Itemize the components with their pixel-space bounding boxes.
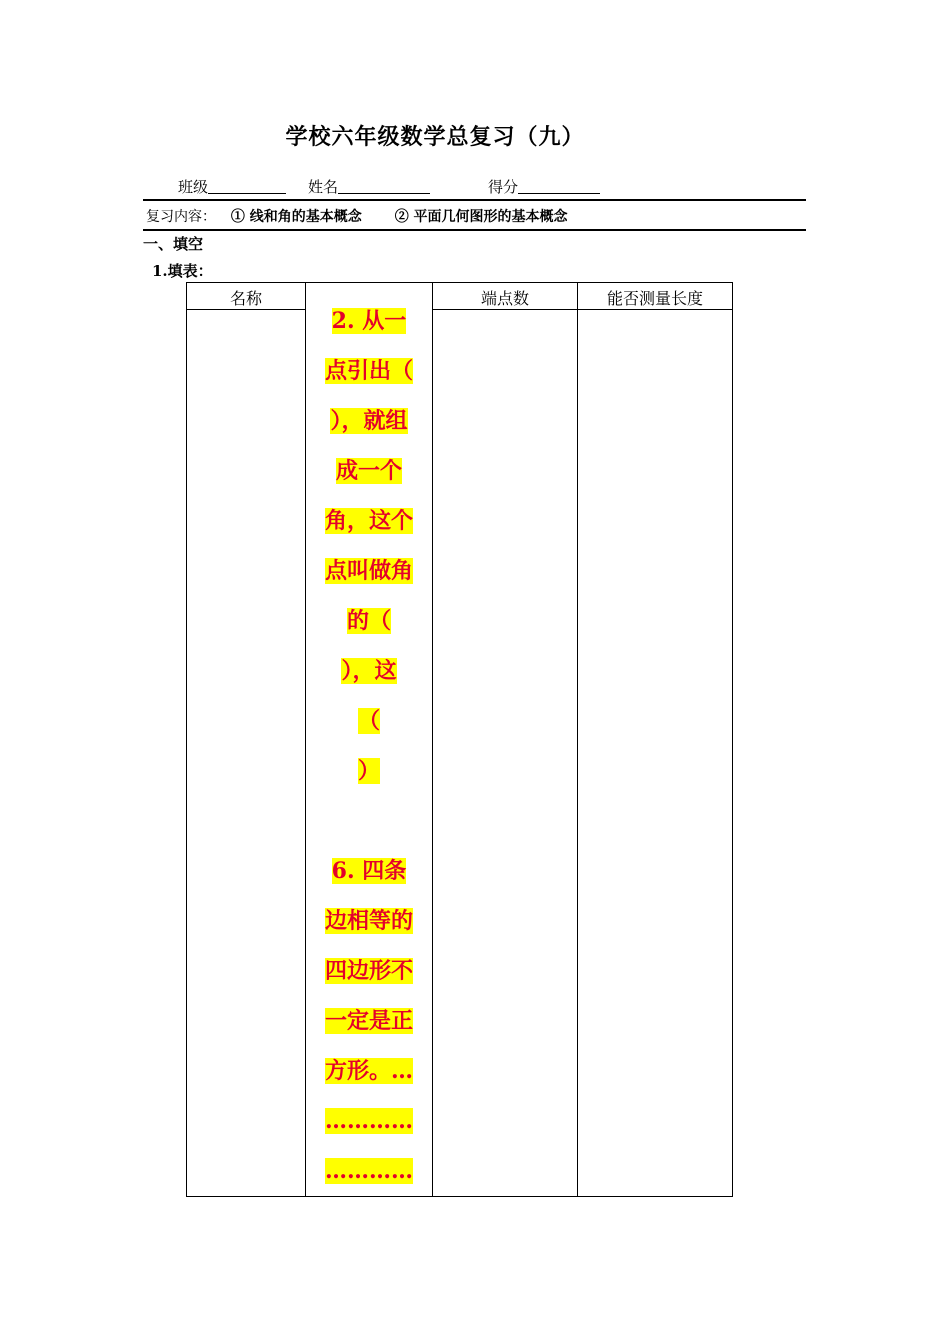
highlight-line: ………… bbox=[325, 1158, 413, 1184]
measurable-cell[interactable] bbox=[578, 310, 733, 1197]
table-header-row bbox=[187, 283, 733, 310]
endpoints-cell[interactable] bbox=[433, 310, 578, 1197]
bottom-divider bbox=[143, 229, 806, 231]
highlight-cell bbox=[306, 283, 433, 1197]
class-blank[interactable] bbox=[208, 176, 286, 194]
highlight-line: 一定是正 bbox=[324, 1008, 413, 1034]
name-blank[interactable] bbox=[338, 176, 430, 194]
col-header-endpoints: 端点数 bbox=[433, 283, 578, 310]
score-label: 得分 bbox=[488, 178, 519, 196]
table-row bbox=[187, 310, 733, 1197]
col-header-name: 名称 bbox=[187, 283, 306, 310]
highlight-line: 6. 四条 bbox=[331, 858, 407, 884]
highlight-line: 方形。… bbox=[324, 1058, 413, 1084]
highlight-line: 2. 从一 bbox=[331, 308, 407, 334]
highlight-line: 边相等的 bbox=[324, 908, 413, 934]
subsection-heading: 1.填表： bbox=[152, 262, 213, 280]
highlight-line: 成一个 bbox=[335, 458, 402, 484]
highlight-line: ………… bbox=[325, 1108, 413, 1134]
page-title: 学校六年级数学总复习（九） bbox=[285, 124, 585, 150]
highlight-line: 点叫做角 bbox=[324, 558, 413, 584]
highlight-line: ），就组 bbox=[330, 408, 408, 434]
review-prefix: 复习内容： bbox=[146, 209, 216, 225]
fill-table bbox=[186, 282, 733, 1197]
highlight-line: （ bbox=[357, 708, 380, 734]
class-label: 班级 bbox=[178, 178, 209, 196]
highlight-line: 的（ bbox=[346, 608, 391, 634]
highlight-line: 四边形不 bbox=[324, 958, 413, 984]
highlight-line: ） bbox=[357, 758, 380, 784]
highlight-line: 角，这个 bbox=[324, 508, 413, 534]
review-content bbox=[146, 206, 568, 226]
name-cell[interactable] bbox=[187, 310, 306, 1197]
score-blank[interactable] bbox=[518, 176, 600, 194]
highlight-line: ），这 bbox=[341, 658, 397, 684]
top-divider bbox=[143, 199, 806, 201]
review-item-1: ① 线和角的基本概念 bbox=[230, 209, 362, 225]
col-header-measurable: 能否测量长度 bbox=[578, 283, 733, 310]
highlight-gap bbox=[317, 796, 421, 846]
section-heading: 一、填空 bbox=[143, 235, 204, 253]
review-item-2: ② 平面几何图形的基本概念 bbox=[394, 209, 568, 225]
student-info-row bbox=[178, 176, 600, 197]
highlight-line: 点引出（ bbox=[324, 358, 413, 384]
name-label: 姓名 bbox=[308, 178, 339, 196]
highlight-text-block bbox=[317, 286, 421, 1196]
